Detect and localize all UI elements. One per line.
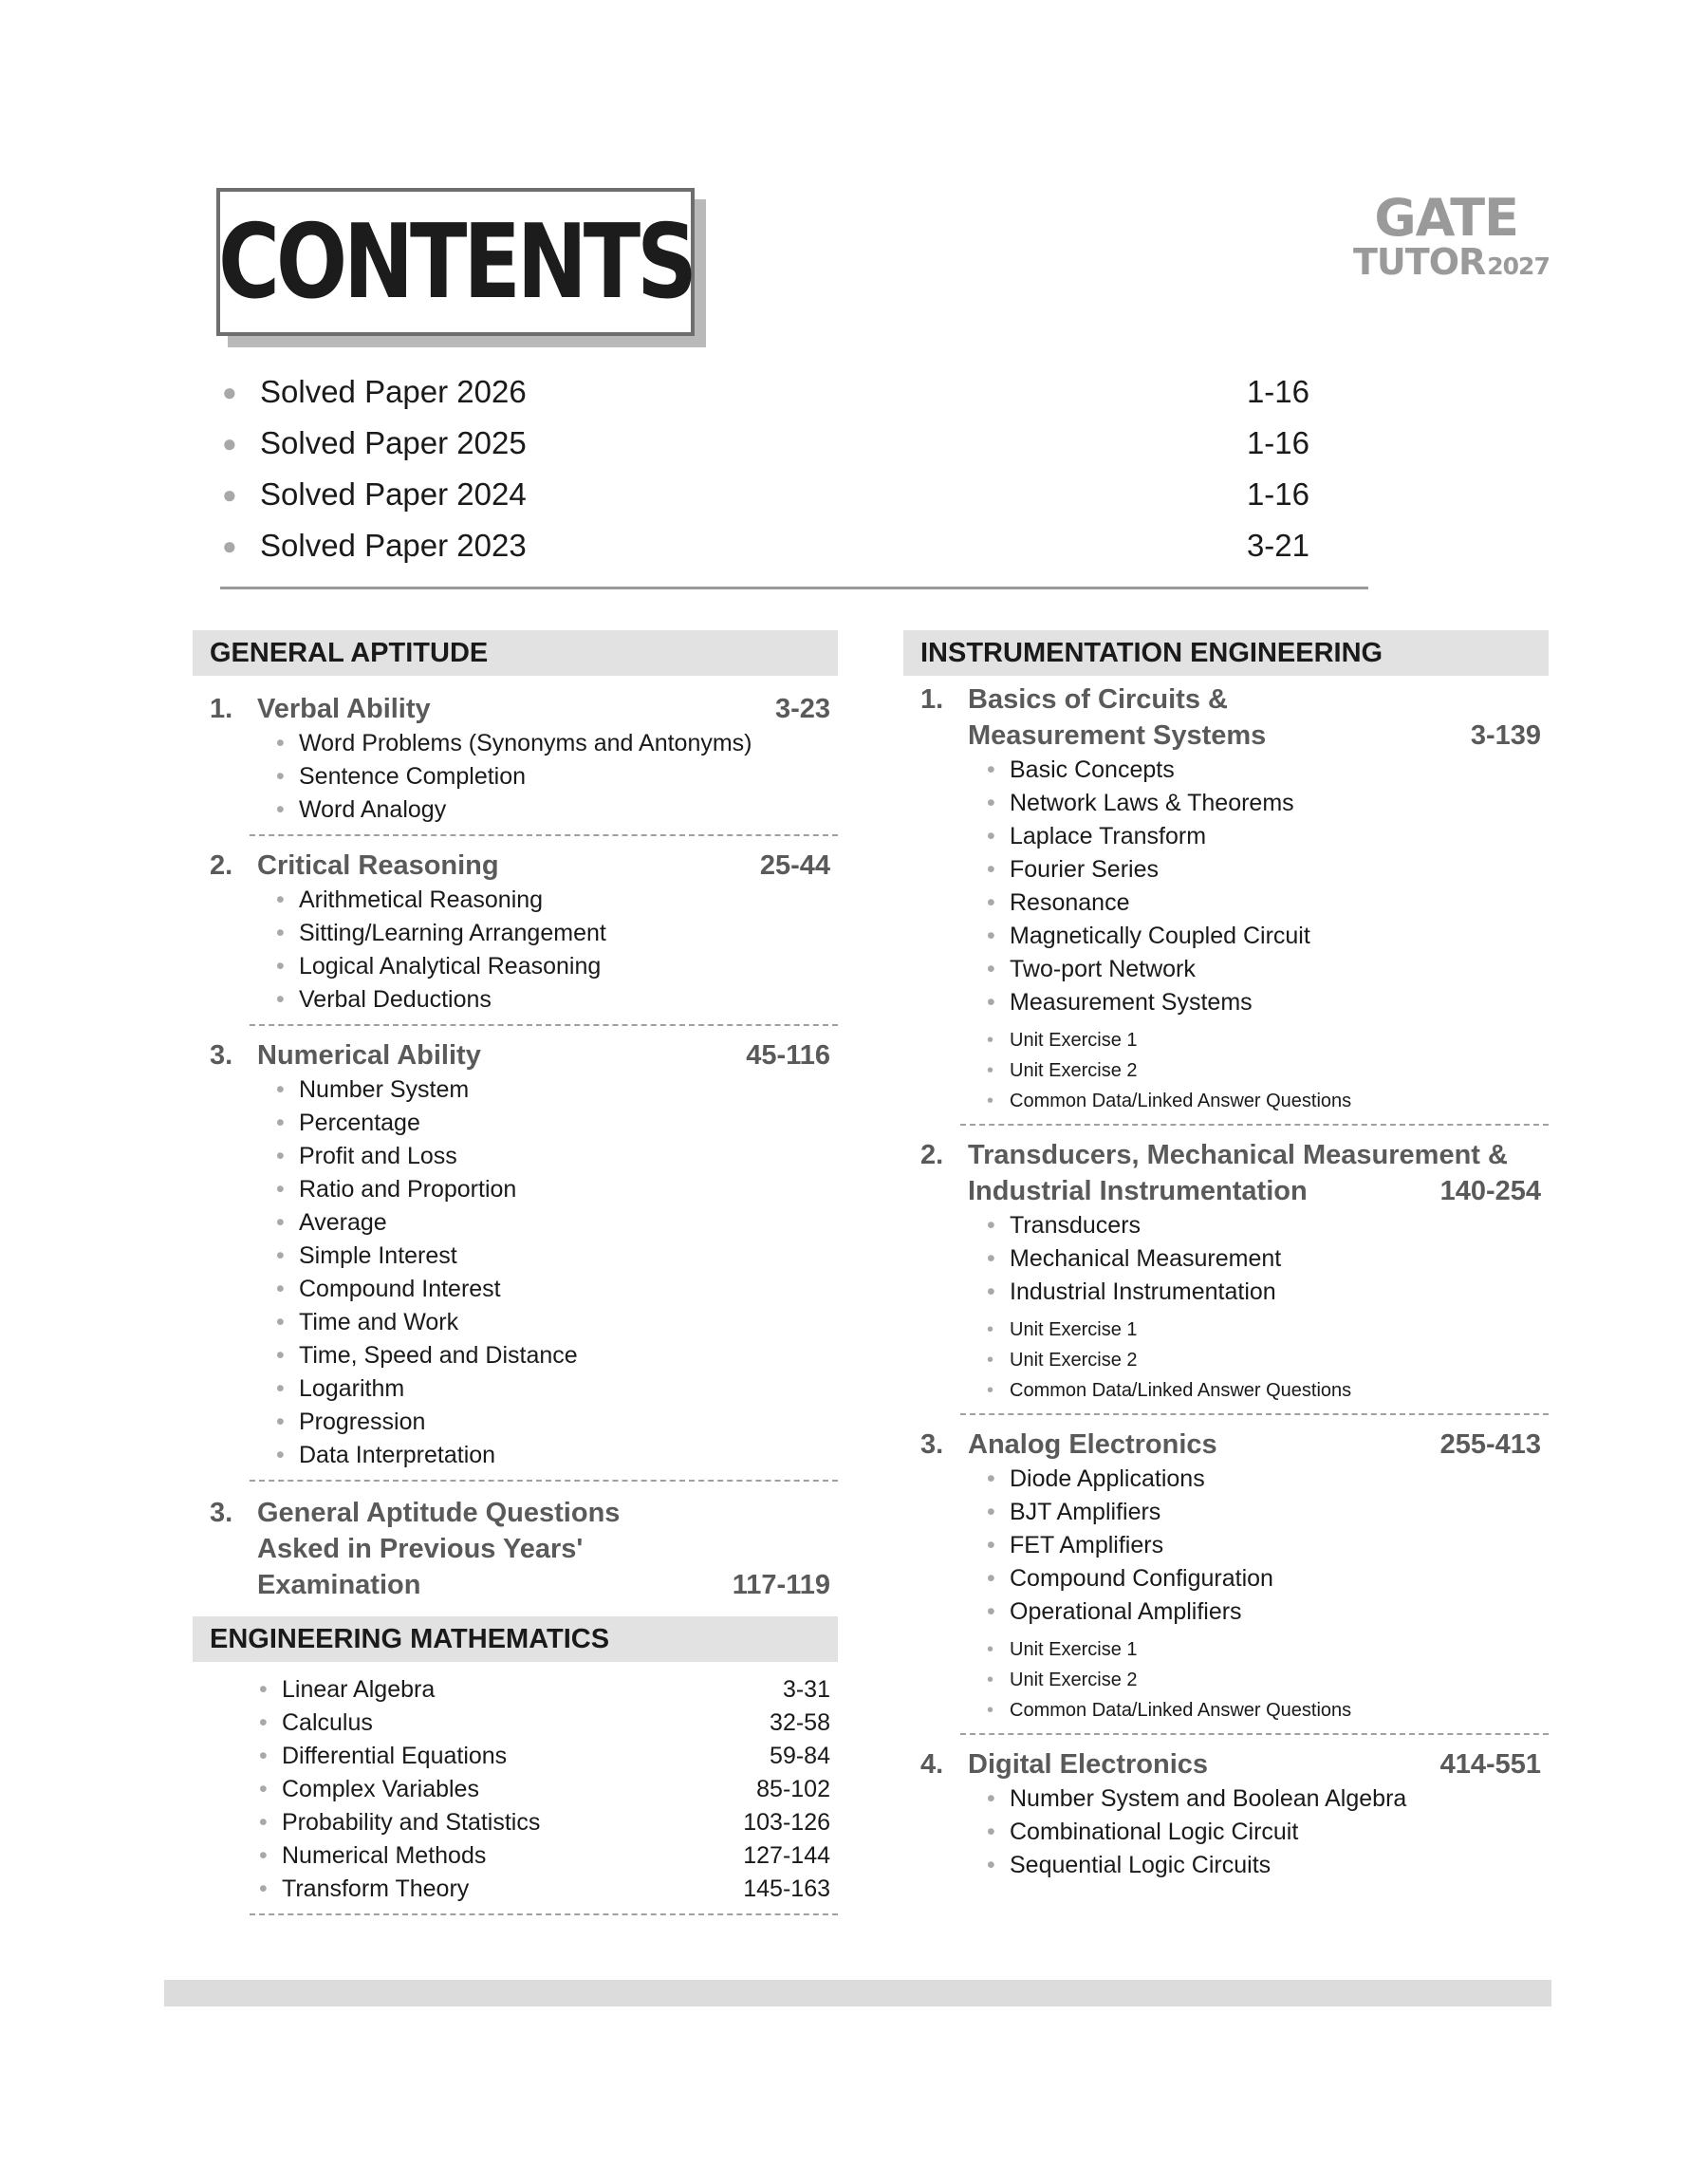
bullet-icon: ● (222, 378, 237, 406)
chapter-title[interactable] (920, 1137, 1549, 1209)
dashed-divider (960, 1413, 1549, 1415)
engineering-mathematics-heading: ENGINEERING MATHEMATICS (193, 1616, 838, 1662)
chapter-title[interactable] (210, 1037, 838, 1073)
solved-paper-label: Solved Paper 2025 (260, 425, 527, 460)
solved-paper-item[interactable] (218, 469, 1366, 520)
topic-label: Numerical Methods (282, 1842, 487, 1869)
topic-item[interactable]: • Compound Interest (276, 1273, 838, 1306)
solved-paper-label: Solved Paper 2024 (260, 476, 527, 512)
solved-paper-label: Solved Paper 2026 (260, 374, 527, 409)
topic-item[interactable]: • Magnetically Coupled Circuit (987, 920, 1549, 953)
page-title: CONTENTS (217, 202, 694, 322)
chapter-name: Transducers, Mechanical Measurement & Industrial Instrumentation (968, 1140, 1508, 1206)
chapter-analog-electronics (903, 1427, 1549, 1726)
topic-pages: 145-163 (743, 1875, 830, 1902)
dashed-divider (960, 1733, 1549, 1735)
contents-title-box (216, 188, 695, 336)
bullet-icon: ● (222, 532, 237, 560)
exercise-item[interactable]: • Common Data/Linked Answer Questions (987, 1695, 1549, 1726)
chapter-pages: 3-139 (1470, 720, 1541, 751)
chapter-number: 3. (210, 1040, 233, 1071)
topic-item[interactable]: • Word Analogy (276, 793, 838, 827)
topic-item[interactable]: • Sitting/Learning Arrangement (276, 917, 838, 950)
topic-list (210, 1073, 838, 1472)
chapter-pages: 255-413 (1439, 1429, 1541, 1460)
chapter-number: 2. (920, 1140, 944, 1170)
topic-list (920, 1209, 1549, 1309)
topic-item[interactable]: • Two-port Network (987, 953, 1549, 986)
topic-label: Differential Equations (282, 1743, 508, 1769)
topic-list (920, 1463, 1549, 1629)
dashed-divider (960, 1124, 1549, 1126)
topic-item[interactable] (259, 1773, 838, 1806)
topic-item[interactable]: • Logical Analytical Reasoning (276, 950, 838, 983)
topic-item[interactable]: • Basic Concepts (987, 754, 1549, 787)
chapter-verbal-ability (193, 691, 838, 827)
chapter-title[interactable] (210, 848, 838, 884)
topic-label: Linear Algebra (282, 1676, 436, 1703)
topic-item[interactable]: • Simple Interest (276, 1240, 838, 1273)
topic-item[interactable]: • Compound Configuration (987, 1562, 1549, 1595)
logo-gate-text: GATE (1374, 188, 1518, 248)
topic-item[interactable]: • Mechanical Measurement (987, 1242, 1549, 1276)
chapter-pages: 414-551 (1439, 1749, 1541, 1780)
topic-item[interactable]: • FET Amplifiers (987, 1529, 1549, 1562)
topic-list (210, 727, 838, 827)
exercise-item[interactable]: • Unit Exercise 2 (987, 1055, 1549, 1086)
topic-item[interactable]: • Data Interpretation (276, 1439, 838, 1472)
topic-item[interactable]: • Progression (276, 1406, 838, 1439)
exercise-item[interactable]: • Unit Exercise 1 (987, 1315, 1549, 1345)
chapter-digital-electronics (903, 1746, 1549, 1882)
chapter-pages: 45-116 (746, 1040, 830, 1071)
dashed-divider (250, 834, 838, 836)
topic-label: Probability and Statistics (282, 1809, 541, 1836)
chapter-title[interactable] (920, 1746, 1549, 1782)
topic-pages: 103-126 (743, 1809, 830, 1836)
topic-item[interactable]: • Verbal Deductions (276, 983, 838, 1017)
chapter-pages: 117-119 (732, 1570, 830, 1600)
chapter-pages: 140-254 (1439, 1176, 1541, 1206)
topic-item[interactable]: • Diode Applications (987, 1463, 1549, 1496)
topic-list (920, 754, 1549, 1019)
dashed-divider (250, 1913, 838, 1915)
topic-item[interactable]: • Percentage (276, 1107, 838, 1140)
topic-list (193, 1673, 838, 1906)
topic-item[interactable]: • Profit and Loss (276, 1140, 838, 1173)
chapter-title[interactable] (210, 1495, 838, 1603)
footer-bar (164, 1980, 1551, 2006)
exercise-item[interactable]: • Unit Exercise 1 (987, 1634, 1549, 1665)
topic-item[interactable]: • Word Problems (Synonyms and Antonyms) (276, 727, 838, 760)
exercise-list (920, 1025, 1549, 1116)
chapter-number: 2. (210, 850, 233, 881)
solved-paper-pages: 1-16 (1246, 476, 1309, 512)
chapter-name: Digital Electronics (968, 1749, 1209, 1780)
topic-list (920, 1782, 1549, 1882)
gate-tutor-logo (1347, 188, 1556, 292)
chapter-name: General Aptitude Questions Asked in Previous Years' Examination (257, 1498, 621, 1600)
chapter-basics-of-circuits (903, 681, 1549, 1116)
chapter-number: 3. (210, 1498, 233, 1528)
chapter-critical-reasoning (193, 848, 838, 1017)
topic-pages: 3-31 (782, 1676, 830, 1703)
topic-pages: 85-102 (756, 1776, 830, 1802)
chapter-pages: 25-44 (759, 850, 830, 881)
chapter-title[interactable] (920, 1427, 1549, 1463)
exercise-item[interactable]: • Common Data/Linked Answer Questions (987, 1375, 1549, 1406)
solved-paper-label: Solved Paper 2023 (260, 528, 527, 563)
topic-label: Calculus (282, 1709, 373, 1736)
right-column (903, 630, 1549, 1882)
topic-item[interactable] (259, 1839, 838, 1873)
left-column (193, 630, 838, 1927)
dashed-divider (250, 1024, 838, 1026)
chapter-name: Numerical Ability (257, 1040, 481, 1071)
topic-label: Complex Variables (282, 1776, 479, 1802)
chapter-numerical-ability (193, 1037, 838, 1472)
chapter-previous-years (193, 1495, 838, 1603)
topic-item[interactable] (259, 1740, 838, 1773)
topic-item[interactable]: • BJT Amplifiers (987, 1496, 1549, 1529)
topic-item[interactable]: • Sentence Completion (276, 760, 838, 793)
topic-item[interactable] (259, 1873, 838, 1906)
topic-item[interactable]: • Transducers (987, 1209, 1549, 1242)
topic-item[interactable]: • Resonance (987, 886, 1549, 920)
solved-paper-pages: 1-16 (1246, 374, 1309, 409)
exercise-item[interactable]: • Common Data/Linked Answer Questions (987, 1086, 1549, 1116)
topic-item[interactable]: • Time and Work (276, 1306, 838, 1339)
exercise-item[interactable]: • Unit Exercise 1 (987, 1025, 1549, 1055)
topic-item[interactable]: • Time, Speed and Distance (276, 1339, 838, 1372)
logo-tutor-word: TUTOR (1353, 241, 1486, 283)
topic-item[interactable]: • Industrial Instrumentation (987, 1276, 1549, 1309)
topic-item[interactable] (259, 1707, 838, 1740)
logo-tutor-text (1353, 241, 1550, 283)
topic-list (210, 884, 838, 1017)
topic-item[interactable]: • Operational Amplifiers (987, 1595, 1549, 1629)
chapter-title[interactable] (920, 681, 1549, 754)
topic-item[interactable]: • Logarithm (276, 1372, 838, 1406)
chapter-name: Basics of Circuits & Measurement Systems (968, 684, 1267, 751)
chapter-name: Critical Reasoning (257, 850, 499, 881)
topic-item[interactable]: • Network Laws & Theorems (987, 787, 1549, 820)
solved-paper-pages: 1-16 (1246, 425, 1309, 460)
topic-item[interactable]: • Average (276, 1206, 838, 1240)
exercise-list (920, 1315, 1549, 1406)
exercise-item[interactable]: • Unit Exercise 2 (987, 1665, 1549, 1695)
topic-item[interactable] (259, 1806, 838, 1839)
topic-item[interactable]: • Number System (276, 1073, 838, 1107)
topic-item[interactable]: • Sequential Logic Circuits (987, 1849, 1549, 1882)
topic-item[interactable]: • Laplace Transform (987, 820, 1549, 853)
topic-label: Transform Theory (282, 1875, 470, 1902)
topic-item[interactable]: • Measurement Systems (987, 986, 1549, 1019)
chapter-number: 1. (920, 684, 944, 715)
logo-year: 2027 (1487, 252, 1550, 280)
exercise-list (920, 1634, 1549, 1726)
chapter-number: 3. (920, 1429, 944, 1460)
general-aptitude-heading: GENERAL APTITUDE (193, 630, 838, 676)
topic-pages: 127-144 (743, 1842, 830, 1869)
bullet-icon: ● (222, 480, 237, 509)
topic-item[interactable]: • Combinational Logic Circuit (987, 1816, 1549, 1849)
chapter-pages: 3-23 (774, 694, 830, 724)
topic-item[interactable]: • Ratio and Proportion (276, 1173, 838, 1206)
chapter-title[interactable] (210, 691, 838, 727)
topic-item[interactable] (259, 1673, 838, 1707)
topic-item[interactable]: • Fourier Series (987, 853, 1549, 886)
topic-pages: 59-84 (770, 1743, 830, 1769)
instrumentation-heading: INSTRUMENTATION ENGINEERING (903, 630, 1549, 676)
topic-item[interactable]: • Arithmetical Reasoning (276, 884, 838, 917)
chapter-transducers (903, 1137, 1549, 1406)
solved-paper-item[interactable] (218, 366, 1366, 418)
dashed-divider (250, 1480, 838, 1482)
exercise-item[interactable]: • Unit Exercise 2 (987, 1345, 1549, 1375)
chapter-number: 1. (210, 694, 233, 724)
chapter-number: 4. (920, 1749, 944, 1780)
solved-papers-list (218, 366, 1366, 571)
solved-paper-item[interactable] (218, 418, 1366, 469)
solved-paper-item[interactable] (218, 520, 1366, 571)
topic-item[interactable]: • Number System and Boolean Algebra (987, 1782, 1549, 1816)
topic-pages: 32-58 (770, 1709, 830, 1736)
solved-papers-divider (220, 587, 1368, 589)
bullet-icon: ● (222, 429, 237, 457)
chapter-name: Analog Electronics (968, 1429, 1217, 1460)
solved-paper-pages: 3-21 (1246, 528, 1309, 563)
chapter-name: Verbal Ability (257, 694, 431, 724)
